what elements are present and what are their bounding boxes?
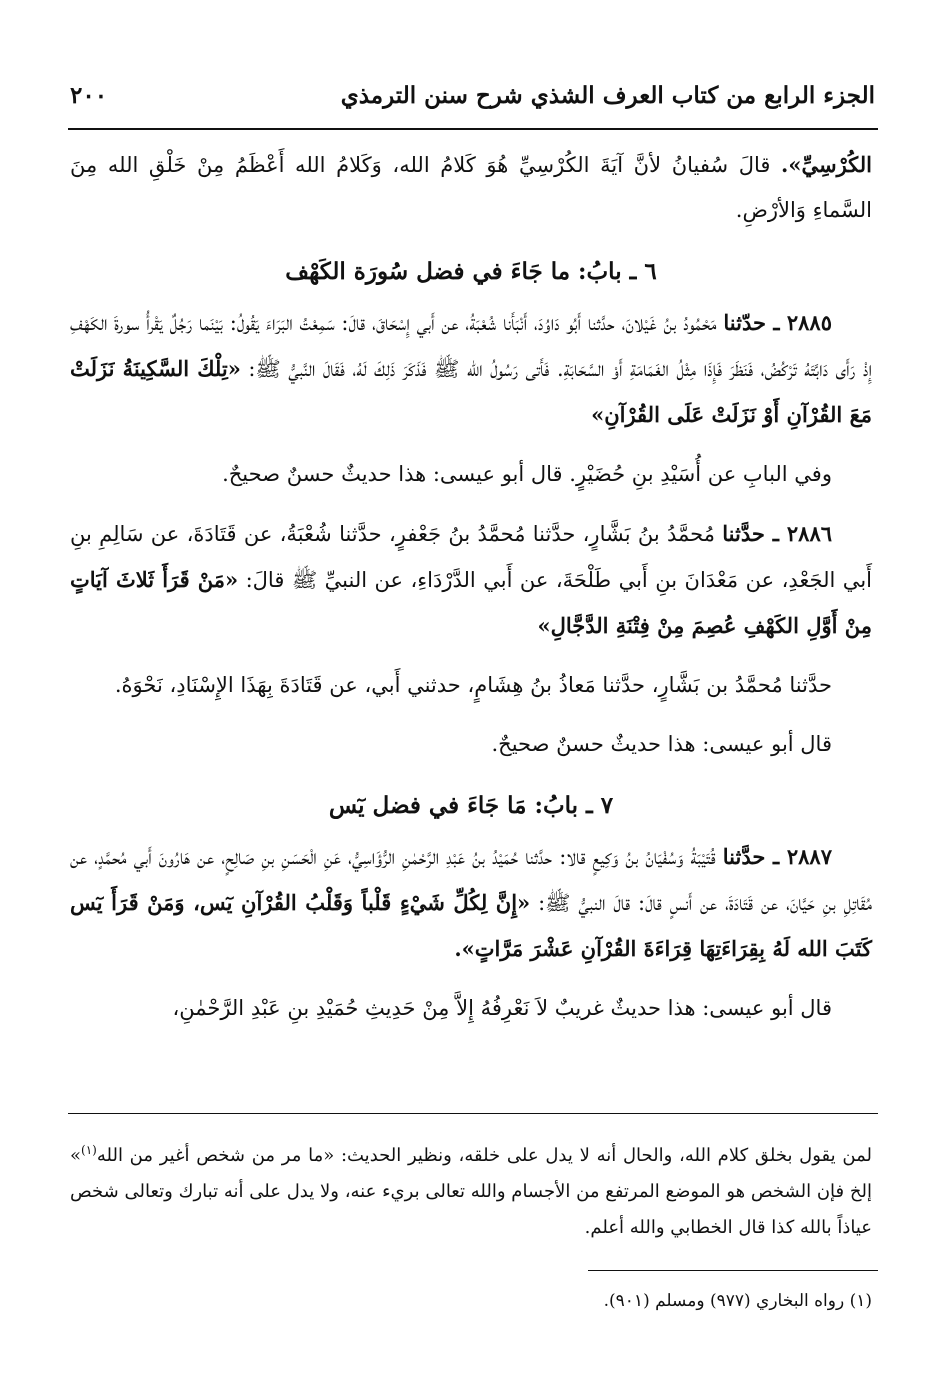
hadith-text: مَحْمُودُ بنُ غَيْلانَ، حدَّثنا أَبُو دَاوُدَ، أَنْبَأَنا شُعْبَةُ، عن أَبي إِسْحَاقَ، قالَ: سَمِعْتُ البَرَاءَ يَقُولُ: بَيْنَما رَجُلٌ يَقْرأُ سورةَ الكَهْفِ إِذْ رَأَى دَابَّتَهُ تَرْكُضُ، فَنَظَرَ فَإِذَا مِثْلُ الغَمَامَةِ أَوْ السَّحَابَةِ. فَأَتى رَسُولُ الله ﷺ فَذَكَرَ ذَلِكَ لَهُ، فَقَالَ النَّبيُّ ﷺ:: [70, 311, 872, 381]
paragraph-kursi: [70, 142, 872, 233]
paragraph-text: قالَ سُفيانُ لأنَّ آيَةَ الكُرْسِيِّ هُوَ كَلامُ الله، وَكَلامُ الله أَعْظَمُ مِنْ خَلْقِ الله مِنَ السَّماءِ وَالأرْضِ.: [70, 153, 872, 222]
hadith-quote: «تِلْكَ السَّكِينَةُ نَزَلَتْ مَعَ القُرْآنِ أَوْ نَزَلَتْ عَلَى القُرْآنِ»: [70, 356, 872, 427]
footnote-ref: (١): [81, 1143, 97, 1157]
hadith-text: قُتَيْبَةُ وَسُفْيَانُ بنُ وَكِيعٍ قالا: حدَّثنا حُمَيْدُ بنُ عَبْدِ الرَّحْمٰنِ الرُّؤَاسِيُّ، عَنِ الْحَسَنِ بنِ صَالِحٍ، عن هَارُونَ أَبي مُحمَّدٍ، عن مُقَاتِلِ بنِ حَيَّانَ، عن قَتَادَةَ، عن أَنسٍ قالَ: قالَ النبيُّ ﷺ:: [70, 845, 872, 915]
running-title: الجزء الرابع من كتاب العرف الشذي شرح سنن الترمذي: [340, 82, 875, 109]
commentary-part-2: » إلخ فإن الشخص هو الموضع المرتفع من الأجسام والله تعالى بريء عنه، ولا يدل على أنه تبارك وتعالى شخص عياذاً بالله كذا قال الخطابي والله أعلم.: [70, 1145, 872, 1238]
footnote-rule: [588, 1270, 878, 1271]
hadith-number: ٢٨٨٧ ـ حدَّثنا: [722, 844, 832, 869]
chapter-heading-kahf: ٦ ـ بابُ: ما جَاءَ في فضل سُورَة الكَهْف: [285, 258, 657, 285]
paragraph-muadh: حدَّثنا مُحمَّدُ بن بَشَّارٍ، حدَّثنا مَعاذُ بنُ هِشَامٍ، حدثني أَبي، عن قَتَادَةَ بِهَذَا الإِسْنَادِ، نَحْوَهُ.: [114, 673, 832, 697]
bold-word: الكُرْسِيِّ».: [781, 152, 872, 177]
page-header: [70, 82, 875, 109]
commentary-block: [70, 1132, 872, 1246]
paragraph-isa-1: قال أبو عيسى: هذا حديثٌ حسنٌ صحيحٌ.: [491, 732, 832, 756]
hadith-2885: [70, 300, 872, 438]
chapter-heading-yasin: ٧ ـ بابُ: مَا جَاءَ في فضل يٓس: [328, 792, 614, 819]
commentary-rule: [68, 1113, 878, 1114]
hadith-number: ٢٨٨٦ ـ حدَّثنا: [722, 521, 833, 546]
commentary-text: [70, 1132, 872, 1246]
paragraph-usayd: وفي البابِ عن أُسَيْدِ بنِ حُضَيْرٍ. قال أبو عيسى: هذا حديثٌ حسنٌ صحيحٌ.: [222, 462, 832, 486]
footnote: (١) رواه البخاري (٩٧٧) ومسلم (٩٠١).: [603, 1291, 872, 1311]
header-rule: [68, 128, 878, 130]
main-text: [70, 142, 872, 1031]
paragraph-isa-2: قال أبو عيسى: هذا حديثٌ غريبٌ لاَ نَعْرِفُهُ إِلاَّ مِنْ حَدِيثِ حُمَيْدِ بنِ عَبْدِ الرَّحْمٰنِ،: [172, 996, 832, 1020]
commentary-part-1: لمن يقول بخلق كلام الله، والحال أنه لا يدل على خلقه، ونظير الحديث: «ما مر من شخص أغير من الله: [96, 1145, 872, 1166]
hadith-quote: «مَنْ قَرَأَ ثَلاثَ آيَاتٍ مِنْ أَوَّلِ الكَهْفِ عُصِمَ مِنْ فِتْنَةِ الدَّجَّالِ»: [70, 567, 872, 638]
hadith-number: ٢٨٨٥ ـ حدّثنا: [723, 310, 832, 335]
hadith-2886: [70, 511, 872, 649]
hadith-text: مُحمَّدُ بنُ بَشَّارٍ، حدَّثنا مُحمَّدُ بنُ جَعْفرٍ، حدَّثنا شُعْبَةُ، عن قَتَادَةَ، عن سَالِمِ بنِ أَبي الجَعْدِ، عن مَعْدَانَ بنِ أَبي طَلْحَةَ، عن أَبي الدَّرْدَاءِ، عن النبيِّ ﷺ قالَ:: [70, 522, 872, 592]
page-number: ٢٠٠: [70, 82, 108, 109]
hadith-quote: «إِنَّ لِكُلِّ شَيْءٍ قَلْباً وَقَلْبُ القُرْآنِ يٓس، وَمَنْ قَرَأَ يٓس كَتَبَ الله لَهُ بِقِرَاءَتِهَا قِرَاءَةَ القُرْآنِ عَشْرَ مَرَّاتٍ».: [70, 890, 872, 961]
hadith-2887: [70, 834, 872, 972]
